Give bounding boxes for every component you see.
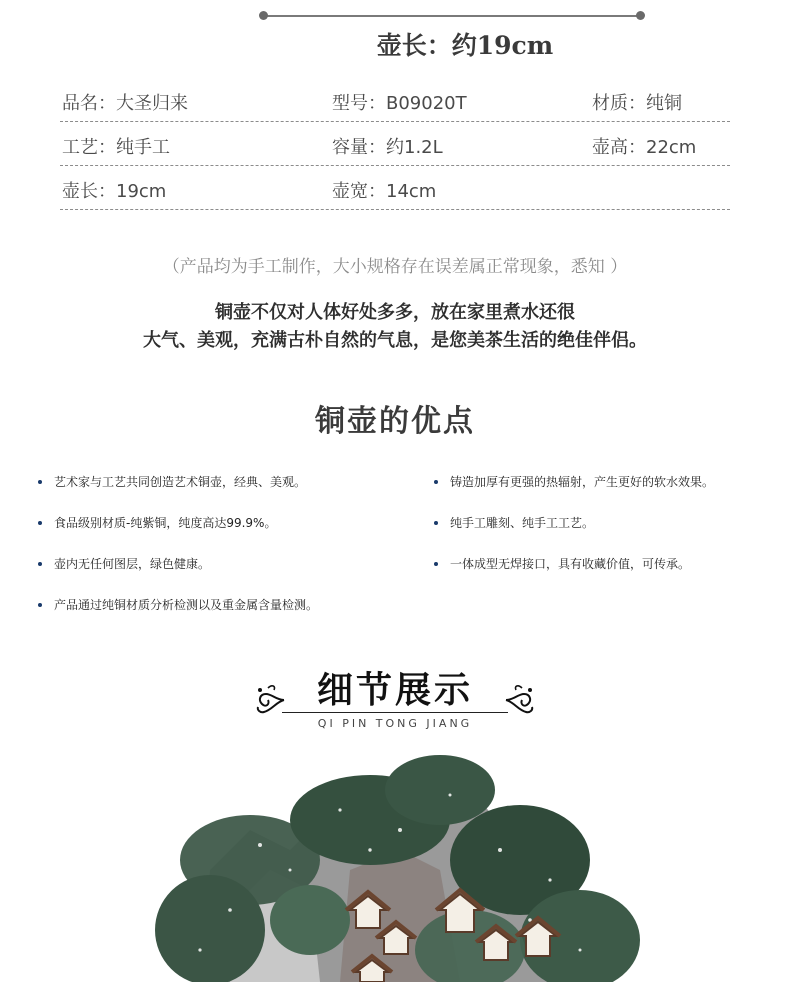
advantage-text: 食品级别材质-纯紫铜，纯度高达99.9%。: [54, 516, 277, 530]
spec-capacity: 容量：约1.2L: [332, 137, 443, 158]
advantage-item: [38, 555, 210, 572]
intro-line-2: 大气、美观，充满古朴自然的气息，是您美茶生活的绝佳伴侣。: [143, 330, 647, 351]
detail-title: 细节展示: [316, 669, 473, 711]
detail-subtitle: QI PIN TONG JIANG: [317, 717, 473, 730]
measure-dot-right: [636, 11, 645, 20]
advantage-item: [38, 514, 276, 531]
advantage-item: [434, 514, 594, 531]
spec-craft: 工艺：纯手工: [62, 137, 170, 158]
spec-row: [60, 170, 730, 210]
bullet-dot: [434, 480, 438, 484]
measure-label: 壶长：约19cm: [376, 31, 554, 60]
advantage-text: 纯手工雕刻、纯手工工艺。: [450, 516, 595, 530]
intro-line-1: 铜壶不仅对人体好处多多，放在家里煮水还很: [215, 302, 575, 323]
bullet-dot: [434, 562, 438, 566]
measure-line: [262, 15, 642, 17]
advantage-item: [38, 596, 318, 613]
spec-material: 材质：纯铜: [592, 93, 682, 114]
bullet-dot: [434, 521, 438, 525]
spec-width: 壶宽：14cm: [332, 181, 437, 202]
advantage-item: [38, 473, 306, 490]
advantage-item: [434, 555, 690, 572]
bullet-dot: [38, 480, 42, 484]
spec-length: 壶长：19cm: [62, 181, 167, 202]
spec-row: [60, 126, 730, 166]
spec-row: [60, 82, 730, 122]
spec-name: 品名：大圣归来: [62, 93, 188, 114]
ink-landscape-image: [140, 750, 640, 982]
advantage-text: 产品通过纯铜材质分析检测以及重金属含量检测。: [54, 598, 319, 612]
advantages-title: 铜壶的优点: [315, 404, 475, 439]
bullet-dot: [38, 521, 42, 525]
detail-divider: [282, 712, 508, 713]
advantage-text: 一体成型无焊接口，具有收藏价值，可传承。: [450, 557, 691, 571]
advantage-text: 铸造加厚有更强的热辐射，产生更好的软水效果。: [450, 475, 715, 489]
measure-dot-left: [259, 11, 268, 20]
spec-model: 型号：B09020T: [332, 93, 467, 114]
spec-height: 壶高：22cm: [592, 137, 697, 158]
advantage-text: 艺术家与工艺共同创造艺术铜壶，经典、美观。: [54, 475, 307, 489]
bullet-dot: [38, 562, 42, 566]
bullet-dot: [38, 603, 42, 607]
advantage-item: [434, 473, 714, 490]
advantage-text: 壶内无任何图层，绿色健康。: [54, 557, 211, 571]
handmade-note: （产品均为手工制作，大小规格存在误差属正常现象，悉知 ）: [162, 257, 628, 277]
